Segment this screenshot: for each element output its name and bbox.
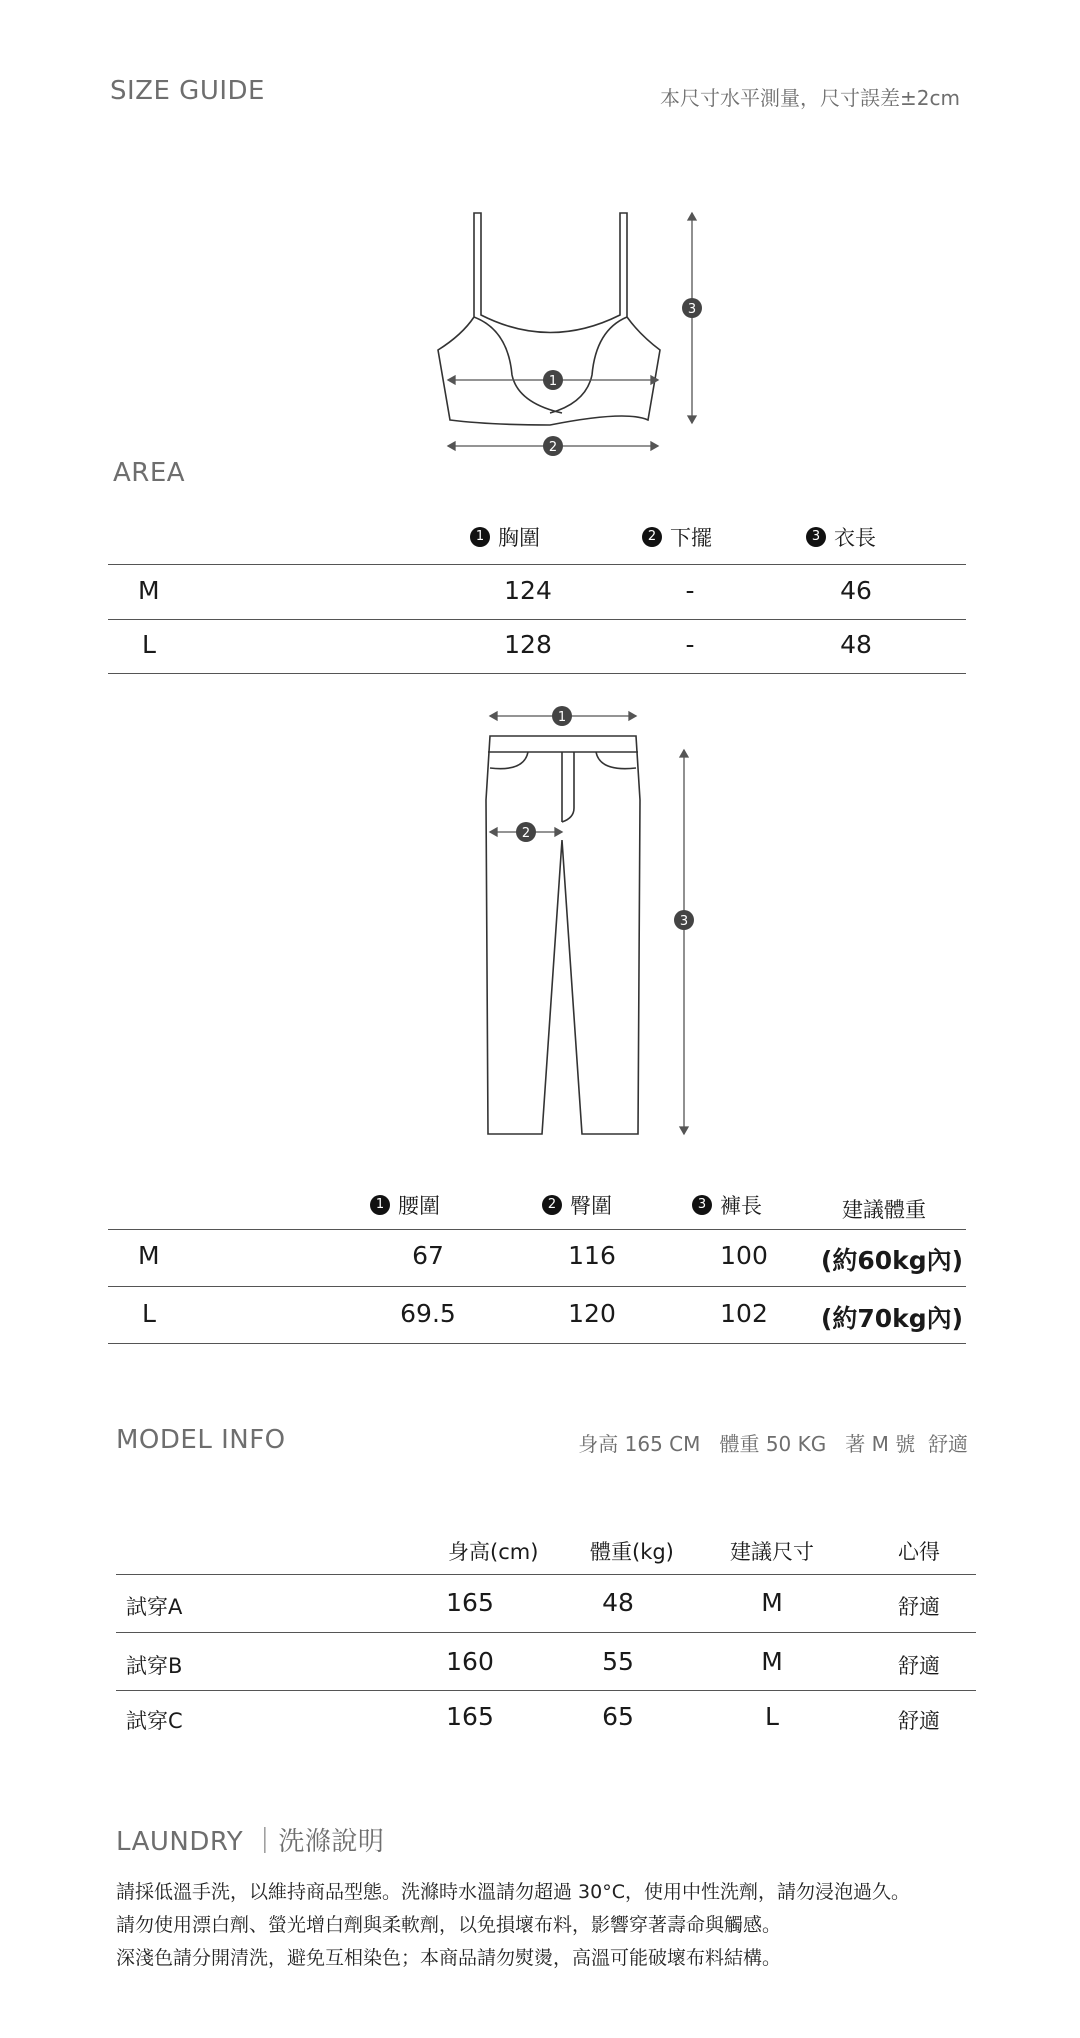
divider: [116, 1632, 976, 1633]
table-cell: 160: [446, 1647, 494, 1676]
top-marker-3: [682, 298, 702, 318]
divider: [108, 619, 966, 620]
area-label: AREA: [113, 458, 186, 488]
laundry-line: 深淺色請分開清洗，避免互相染色；本商品請勿熨燙，高溫可能破壞布料結構。: [116, 1947, 782, 1969]
top-outline: [438, 213, 660, 425]
pants-outline: [486, 736, 640, 1134]
top-col-1: 1 胸圍: [470, 522, 540, 552]
table-cell: 102: [720, 1299, 768, 1328]
table-cell: 116: [568, 1241, 616, 1270]
pants-col-3: 3 褲長: [692, 1190, 762, 1220]
table-cell: 舒適: [898, 1595, 940, 1619]
laundry-line: 請採低溫手洗，以維持商品型態。洗滌時水溫請勿超過 30°C，使用中性洗劑，請勿浸泡過久。: [116, 1881, 910, 1903]
model-info-title: MODEL INFO: [116, 1425, 286, 1455]
divider: [108, 1286, 966, 1287]
table-cell: 65: [602, 1702, 634, 1731]
pants-marker-3: [674, 910, 694, 930]
marker-label: 1: [548, 374, 558, 389]
table-cell: 舒適: [898, 1709, 940, 1733]
table-cell: 124: [504, 576, 552, 605]
weight-header: 建議體重: [842, 1198, 926, 1222]
marker-label: 2: [548, 440, 558, 455]
pants-col-2: 2 臀圍: [542, 1190, 612, 1220]
pants-marker-1: [552, 706, 572, 726]
number-1-icon: 1: [370, 1195, 390, 1215]
marker-label: 2: [521, 826, 531, 841]
laundry-line: 請勿使用漂白劑、螢光增白劑與柔軟劑，以免損壞布料，影響穿著壽命與觸感。: [116, 1914, 782, 1936]
table-cell: 48: [602, 1588, 634, 1617]
table-cell: 67: [412, 1241, 444, 1270]
number-3-icon: 3: [806, 527, 826, 547]
size-label: L: [142, 630, 156, 659]
number-1-icon: 1: [470, 527, 490, 547]
model-row-name: 試穿C: [126, 1709, 183, 1733]
top-col-3: 3 衣長: [806, 522, 876, 552]
table-cell: -: [685, 630, 695, 659]
measurement-note: 本尺寸水平測量，尺寸誤差±2cm: [660, 86, 960, 110]
table-cell: 100: [720, 1241, 768, 1270]
size-label: M: [138, 1241, 160, 1270]
table-cell: 55: [602, 1647, 634, 1676]
table-cell: 165: [446, 1588, 494, 1617]
size-label: M: [138, 576, 160, 605]
weight-cell: (約70kg內): [820, 1304, 964, 1333]
pants-marker-2: [516, 822, 536, 842]
number-3-icon: 3: [692, 1195, 712, 1215]
model-header-size: 建議尺寸: [730, 1540, 814, 1564]
table-cell: 舒適: [898, 1654, 940, 1678]
top-diagram: [400, 205, 740, 465]
table-cell: M: [761, 1588, 783, 1617]
top-marker-2: [543, 436, 563, 456]
table-cell: 120: [568, 1299, 616, 1328]
table-cell: 128: [504, 630, 552, 659]
table-cell: 69.5: [400, 1299, 456, 1328]
pants-col-1: 1 腰圍: [370, 1190, 440, 1220]
model-header-height: 身高(cm): [448, 1540, 539, 1564]
model-summary: 身高 165 CM 體重 50 KG 著 M 號 舒適: [578, 1432, 968, 1456]
size-guide-title: SIZE GUIDE: [110, 76, 265, 106]
marker-label: 3: [687, 302, 697, 317]
divider: [116, 1574, 976, 1575]
number-2-icon: 2: [642, 527, 662, 547]
table-cell: L: [765, 1702, 779, 1731]
size-label: L: [142, 1299, 156, 1328]
model-header-feel: 心得: [898, 1540, 940, 1564]
top-seam-left: [474, 317, 562, 413]
table-cell: 165: [446, 1702, 494, 1731]
weight-cell: (約60kg內): [820, 1246, 964, 1275]
divider: [108, 1229, 966, 1230]
marker-label: 1: [557, 710, 567, 725]
divider: [116, 1690, 976, 1691]
marker-label: 3: [679, 914, 689, 929]
divider: [108, 673, 966, 674]
laundry-title: LAUNDRY ｜洗滌說明: [116, 1827, 385, 1857]
divider: [108, 1343, 966, 1344]
model-row-name: 試穿A: [126, 1595, 183, 1619]
number-2-icon: 2: [542, 1195, 562, 1215]
model-row-name: 試穿B: [126, 1654, 183, 1678]
table-cell: 48: [840, 630, 872, 659]
top-col-2: 2 下擺: [642, 522, 712, 552]
laundry-instructions: [116, 1876, 1016, 1975]
table-cell: M: [761, 1647, 783, 1676]
table-cell: 46: [840, 576, 872, 605]
pants-diagram: [470, 700, 730, 1140]
top-marker-1: [543, 370, 563, 390]
divider: [108, 564, 966, 565]
table-cell: -: [685, 576, 695, 605]
model-header-weight: 體重(kg): [590, 1540, 674, 1564]
